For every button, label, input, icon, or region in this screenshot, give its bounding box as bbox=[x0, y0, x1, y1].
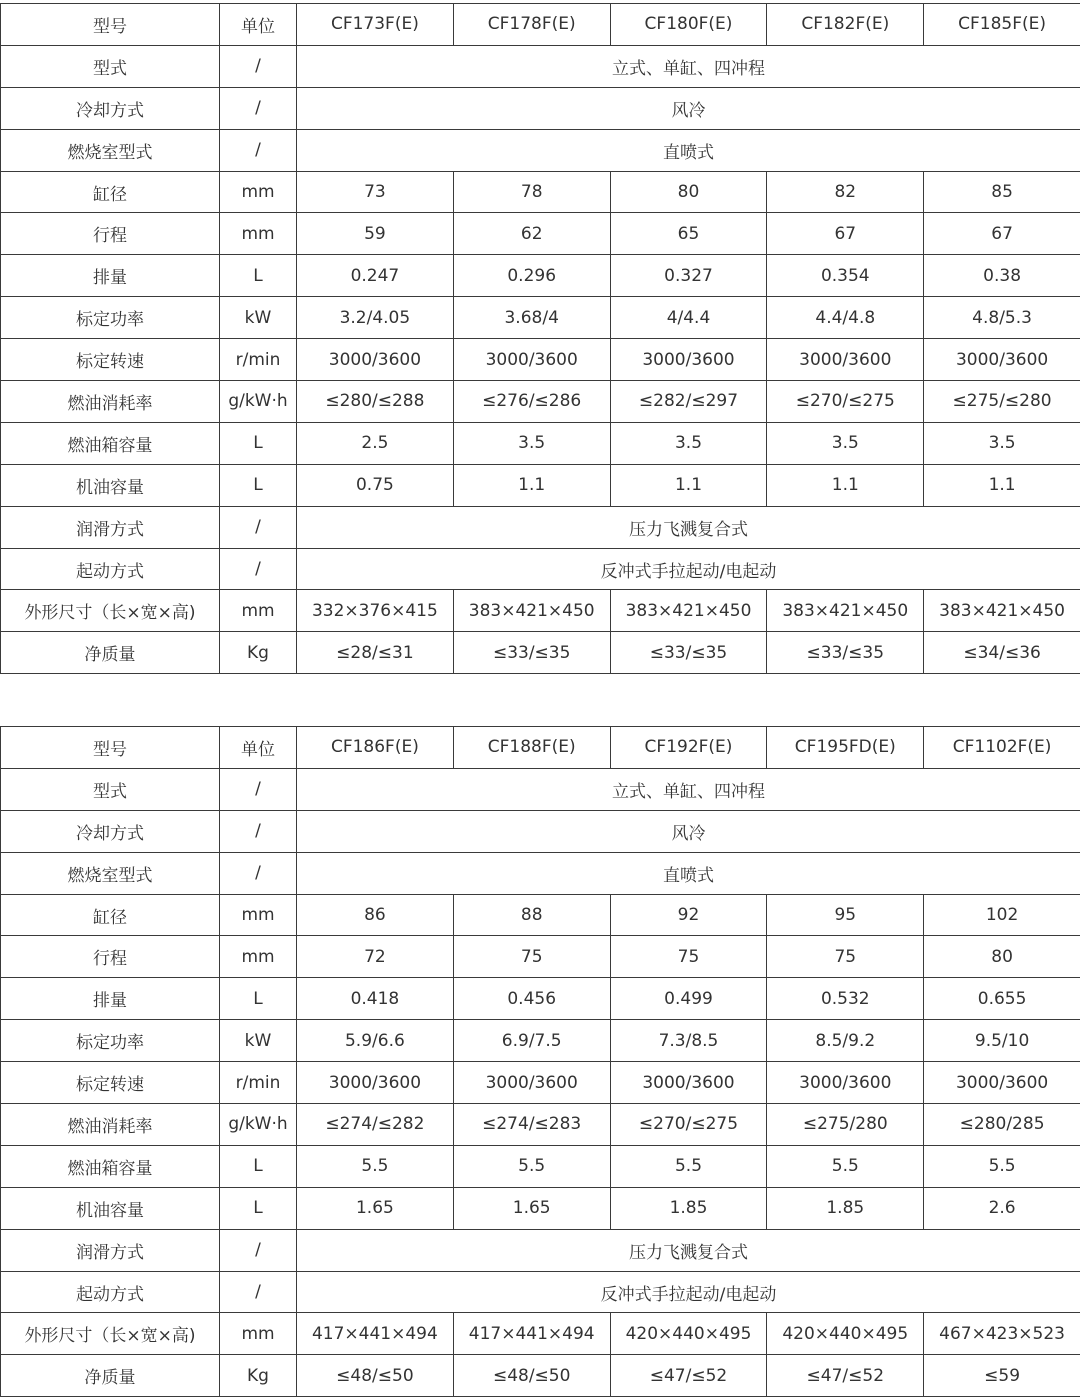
param-cell: 排量 bbox=[1, 978, 220, 1020]
table-row bbox=[1, 590, 1080, 632]
value-cell: 0.418 bbox=[297, 978, 454, 1020]
value-cell: 6.9/7.5 bbox=[453, 1020, 610, 1062]
value-cell: 383×421×450 bbox=[924, 590, 1080, 632]
value-cell: 75 bbox=[767, 936, 924, 978]
param-cell: 标定转速 bbox=[1, 1062, 220, 1104]
value-cell: 3.5 bbox=[610, 422, 767, 464]
value-cell: 5.5 bbox=[610, 1145, 767, 1187]
value-cell: ≤280/285 bbox=[924, 1104, 1080, 1146]
header-param-cell: 型号 bbox=[1, 727, 220, 769]
value-cell: 1.1 bbox=[767, 464, 924, 506]
value-cell: ≤270/≤275 bbox=[767, 381, 924, 423]
table-row bbox=[1, 339, 1080, 381]
value-cell: 72 bbox=[297, 936, 454, 978]
unit-cell: mm bbox=[220, 936, 297, 978]
value-cell: 风冷 bbox=[297, 810, 1080, 852]
value-cell: ≤274/≤283 bbox=[453, 1104, 610, 1146]
unit-cell: / bbox=[220, 506, 297, 548]
value-cell: ≤275/≤280 bbox=[924, 381, 1080, 423]
value-cell: 3000/3600 bbox=[297, 1062, 454, 1104]
header-unit-cell: 单位 bbox=[220, 727, 297, 769]
value-cell: 80 bbox=[924, 936, 1080, 978]
unit-cell: g/kW·h bbox=[220, 381, 297, 423]
value-cell: 102 bbox=[924, 894, 1080, 936]
value-cell: 88 bbox=[453, 894, 610, 936]
table-row bbox=[1, 1271, 1080, 1313]
value-cell: 62 bbox=[453, 213, 610, 255]
value-cell: 65 bbox=[610, 213, 767, 255]
table-row bbox=[1, 87, 1080, 129]
param-cell: 净质量 bbox=[1, 632, 220, 674]
value-cell: 9.5/10 bbox=[924, 1020, 1080, 1062]
value-cell: 0.456 bbox=[453, 978, 610, 1020]
header-model-cell: CF173F(E) bbox=[297, 4, 454, 46]
header-model-cell: CF185F(E) bbox=[924, 4, 1080, 46]
param-cell: 润滑方式 bbox=[1, 506, 220, 548]
unit-cell: / bbox=[220, 810, 297, 852]
table-row bbox=[1, 1104, 1080, 1146]
unit-cell: kW bbox=[220, 1020, 297, 1062]
value-cell: 2.5 bbox=[297, 422, 454, 464]
value-cell: 59 bbox=[297, 213, 454, 255]
table-row bbox=[1, 1145, 1080, 1187]
header-row bbox=[1, 4, 1080, 46]
value-cell: 1.85 bbox=[767, 1187, 924, 1229]
spec-table-2 bbox=[0, 726, 1080, 1397]
value-cell: 0.655 bbox=[924, 978, 1080, 1020]
unit-cell: r/min bbox=[220, 1062, 297, 1104]
value-cell: 0.499 bbox=[610, 978, 767, 1020]
param-cell: 燃油箱容量 bbox=[1, 1145, 220, 1187]
header-model-cell: CF178F(E) bbox=[453, 4, 610, 46]
value-cell: 反冲式手拉起动/电起动 bbox=[297, 548, 1080, 590]
value-cell: 3000/3600 bbox=[610, 339, 767, 381]
table-row bbox=[1, 852, 1080, 894]
value-cell: 420×440×495 bbox=[610, 1313, 767, 1355]
unit-cell: / bbox=[220, 548, 297, 590]
table-row bbox=[1, 1062, 1080, 1104]
unit-cell: / bbox=[220, 1229, 297, 1271]
value-cell: ≤270/≤275 bbox=[610, 1104, 767, 1146]
table-row bbox=[1, 810, 1080, 852]
param-cell: 燃油消耗率 bbox=[1, 1104, 220, 1146]
value-cell: 0.296 bbox=[453, 255, 610, 297]
unit-cell: mm bbox=[220, 894, 297, 936]
value-cell: ≤47/≤52 bbox=[610, 1355, 767, 1397]
table-row bbox=[1, 548, 1080, 590]
value-cell: ≤59 bbox=[924, 1355, 1080, 1397]
value-cell: 5.9/6.6 bbox=[297, 1020, 454, 1062]
value-cell: 467×423×523 bbox=[924, 1313, 1080, 1355]
table-row bbox=[1, 1020, 1080, 1062]
value-cell: 0.247 bbox=[297, 255, 454, 297]
value-cell: 332×376×415 bbox=[297, 590, 454, 632]
header-model-cell: CF186F(E) bbox=[297, 727, 454, 769]
header-unit-cell: 单位 bbox=[220, 4, 297, 46]
value-cell: ≤28/≤31 bbox=[297, 632, 454, 674]
value-cell: 75 bbox=[453, 936, 610, 978]
param-cell: 燃烧室型式 bbox=[1, 129, 220, 171]
param-cell: 冷却方式 bbox=[1, 87, 220, 129]
value-cell: 383×421×450 bbox=[767, 590, 924, 632]
value-cell: 7.3/8.5 bbox=[610, 1020, 767, 1062]
value-cell: ≤275/280 bbox=[767, 1104, 924, 1146]
unit-cell: L bbox=[220, 255, 297, 297]
param-cell: 机油容量 bbox=[1, 1187, 220, 1229]
value-cell: 0.38 bbox=[924, 255, 1080, 297]
value-cell: 立式、单缸、四冲程 bbox=[297, 768, 1080, 810]
param-cell: 燃油箱容量 bbox=[1, 422, 220, 464]
value-cell: 417×441×494 bbox=[297, 1313, 454, 1355]
param-cell: 起动方式 bbox=[1, 1271, 220, 1313]
unit-cell: L bbox=[220, 1187, 297, 1229]
value-cell: 1.85 bbox=[610, 1187, 767, 1229]
header-row bbox=[1, 727, 1080, 769]
value-cell: 3.68/4 bbox=[453, 297, 610, 339]
value-cell: 3000/3600 bbox=[453, 339, 610, 381]
table-row bbox=[1, 936, 1080, 978]
value-cell: ≤33/≤35 bbox=[767, 632, 924, 674]
value-cell: ≤276/≤286 bbox=[453, 381, 610, 423]
table-row bbox=[1, 978, 1080, 1020]
header-model-cell: CF180F(E) bbox=[610, 4, 767, 46]
value-cell: 3.5 bbox=[924, 422, 1080, 464]
table-row bbox=[1, 632, 1080, 674]
param-cell: 外形尺寸（长×宽×高) bbox=[1, 590, 220, 632]
unit-cell: g/kW·h bbox=[220, 1104, 297, 1146]
value-cell: 3000/3600 bbox=[297, 339, 454, 381]
value-cell: 3000/3600 bbox=[453, 1062, 610, 1104]
value-cell: 4/4.4 bbox=[610, 297, 767, 339]
value-cell: 383×421×450 bbox=[610, 590, 767, 632]
param-cell: 行程 bbox=[1, 936, 220, 978]
value-cell: ≤280/≤288 bbox=[297, 381, 454, 423]
table-row bbox=[1, 129, 1080, 171]
table-row bbox=[1, 381, 1080, 423]
param-cell: 标定功率 bbox=[1, 1020, 220, 1062]
value-cell: 383×421×450 bbox=[453, 590, 610, 632]
value-cell: ≤48/≤50 bbox=[453, 1355, 610, 1397]
value-cell: 0.532 bbox=[767, 978, 924, 1020]
unit-cell: kW bbox=[220, 297, 297, 339]
value-cell: 78 bbox=[453, 171, 610, 213]
param-cell: 外形尺寸（长×宽×高) bbox=[1, 1313, 220, 1355]
value-cell: 1.1 bbox=[924, 464, 1080, 506]
value-cell: ≤274/≤282 bbox=[297, 1104, 454, 1146]
table-row bbox=[1, 213, 1080, 255]
value-cell: 3000/3600 bbox=[924, 339, 1080, 381]
table-row bbox=[1, 422, 1080, 464]
value-cell: 3000/3600 bbox=[924, 1062, 1080, 1104]
unit-cell: / bbox=[220, 1271, 297, 1313]
value-cell: 3.2/4.05 bbox=[297, 297, 454, 339]
header-model-cell: CF195FD(E) bbox=[767, 727, 924, 769]
value-cell: 417×441×494 bbox=[453, 1313, 610, 1355]
unit-cell: / bbox=[220, 768, 297, 810]
value-cell: 5.5 bbox=[297, 1145, 454, 1187]
unit-cell: mm bbox=[220, 1313, 297, 1355]
unit-cell: / bbox=[220, 129, 297, 171]
unit-cell: Kg bbox=[220, 1355, 297, 1397]
unit-cell: L bbox=[220, 1145, 297, 1187]
value-cell: 压力飞溅复合式 bbox=[297, 506, 1080, 548]
value-cell: 1.1 bbox=[610, 464, 767, 506]
value-cell: 4.4/4.8 bbox=[767, 297, 924, 339]
table-row bbox=[1, 1355, 1080, 1397]
value-cell: 立式、单缸、四冲程 bbox=[297, 45, 1080, 87]
value-cell: 5.5 bbox=[453, 1145, 610, 1187]
value-cell: 压力飞溅复合式 bbox=[297, 1229, 1080, 1271]
header-model-cell: CF1102F(E) bbox=[924, 727, 1080, 769]
value-cell: 5.5 bbox=[767, 1145, 924, 1187]
value-cell: ≤48/≤50 bbox=[297, 1355, 454, 1397]
table-row bbox=[1, 45, 1080, 87]
value-cell: 4.8/5.3 bbox=[924, 297, 1080, 339]
table-row bbox=[1, 1313, 1080, 1355]
value-cell: ≤34/≤36 bbox=[924, 632, 1080, 674]
value-cell: 80 bbox=[610, 171, 767, 213]
table-row bbox=[1, 768, 1080, 810]
param-cell: 燃油消耗率 bbox=[1, 381, 220, 423]
value-cell: ≤33/≤35 bbox=[453, 632, 610, 674]
unit-cell: mm bbox=[220, 213, 297, 255]
value-cell: 1.65 bbox=[297, 1187, 454, 1229]
unit-cell: mm bbox=[220, 171, 297, 213]
value-cell: 2.6 bbox=[924, 1187, 1080, 1229]
unit-cell: L bbox=[220, 978, 297, 1020]
table-row bbox=[1, 171, 1080, 213]
table-row bbox=[1, 894, 1080, 936]
param-cell: 润滑方式 bbox=[1, 1229, 220, 1271]
value-cell: 3000/3600 bbox=[610, 1062, 767, 1104]
unit-cell: L bbox=[220, 422, 297, 464]
unit-cell: r/min bbox=[220, 339, 297, 381]
value-cell: 8.5/9.2 bbox=[767, 1020, 924, 1062]
unit-cell: mm bbox=[220, 590, 297, 632]
param-cell: 标定转速 bbox=[1, 339, 220, 381]
value-cell: 5.5 bbox=[924, 1145, 1080, 1187]
value-cell: ≤282/≤297 bbox=[610, 381, 767, 423]
value-cell: 86 bbox=[297, 894, 454, 936]
value-cell: 73 bbox=[297, 171, 454, 213]
table-row bbox=[1, 1229, 1080, 1271]
value-cell: 反冲式手拉起动/电起动 bbox=[297, 1271, 1080, 1313]
param-cell: 起动方式 bbox=[1, 548, 220, 590]
value-cell: 0.75 bbox=[297, 464, 454, 506]
value-cell: 1.1 bbox=[453, 464, 610, 506]
value-cell: 3.5 bbox=[453, 422, 610, 464]
header-param-cell: 型号 bbox=[1, 4, 220, 46]
param-cell: 净质量 bbox=[1, 1355, 220, 1397]
param-cell: 型式 bbox=[1, 45, 220, 87]
unit-cell: / bbox=[220, 87, 297, 129]
param-cell: 缸径 bbox=[1, 171, 220, 213]
header-model-cell: CF188F(E) bbox=[453, 727, 610, 769]
value-cell: 3000/3600 bbox=[767, 1062, 924, 1104]
value-cell: 92 bbox=[610, 894, 767, 936]
value-cell: 0.354 bbox=[767, 255, 924, 297]
param-cell: 排量 bbox=[1, 255, 220, 297]
value-cell: 85 bbox=[924, 171, 1080, 213]
value-cell: 3000/3600 bbox=[767, 339, 924, 381]
value-cell: 直喷式 bbox=[297, 129, 1080, 171]
value-cell: 95 bbox=[767, 894, 924, 936]
spec-table-1 bbox=[0, 3, 1080, 674]
value-cell: ≤33/≤35 bbox=[610, 632, 767, 674]
table-row bbox=[1, 255, 1080, 297]
table-row bbox=[1, 464, 1080, 506]
table-row bbox=[1, 506, 1080, 548]
param-cell: 型式 bbox=[1, 768, 220, 810]
value-cell: 0.327 bbox=[610, 255, 767, 297]
value-cell: 75 bbox=[610, 936, 767, 978]
unit-cell: L bbox=[220, 464, 297, 506]
param-cell: 机油容量 bbox=[1, 464, 220, 506]
table-row bbox=[1, 1187, 1080, 1229]
param-cell: 行程 bbox=[1, 213, 220, 255]
header-model-cell: CF182F(E) bbox=[767, 4, 924, 46]
value-cell: 82 bbox=[767, 171, 924, 213]
unit-cell: / bbox=[220, 852, 297, 894]
value-cell: 直喷式 bbox=[297, 852, 1080, 894]
param-cell: 燃烧室型式 bbox=[1, 852, 220, 894]
value-cell: 3.5 bbox=[767, 422, 924, 464]
param-cell: 标定功率 bbox=[1, 297, 220, 339]
value-cell: 67 bbox=[767, 213, 924, 255]
param-cell: 冷却方式 bbox=[1, 810, 220, 852]
value-cell: 1.65 bbox=[453, 1187, 610, 1229]
value-cell: 67 bbox=[924, 213, 1080, 255]
param-cell: 缸径 bbox=[1, 894, 220, 936]
unit-cell: / bbox=[220, 45, 297, 87]
value-cell: 风冷 bbox=[297, 87, 1080, 129]
value-cell: 420×440×495 bbox=[767, 1313, 924, 1355]
header-model-cell: CF192F(E) bbox=[610, 727, 767, 769]
unit-cell: Kg bbox=[220, 632, 297, 674]
value-cell: ≤47/≤52 bbox=[767, 1355, 924, 1397]
table-row bbox=[1, 297, 1080, 339]
